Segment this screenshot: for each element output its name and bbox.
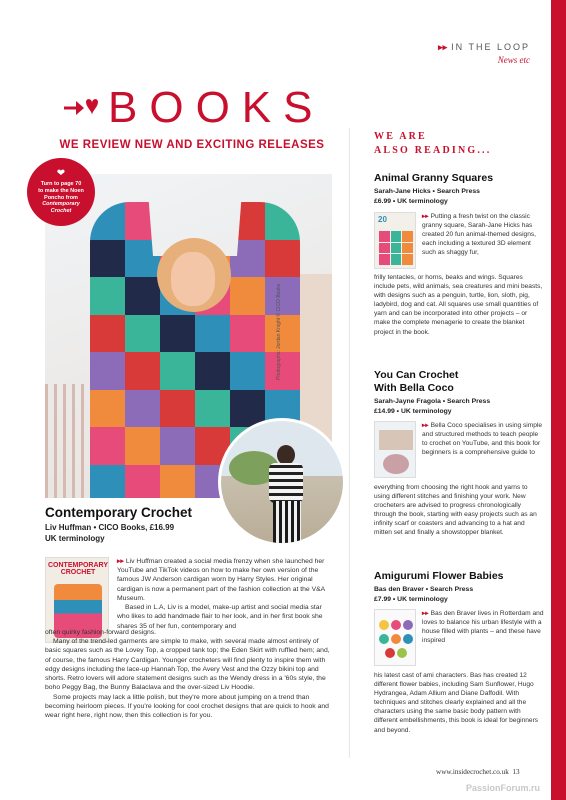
double-arrow-icon: ▸▸ (422, 213, 429, 220)
book-1-meta: Sarah-Jane Hicks • Search Press £6.99 • UK terminology (374, 188, 480, 205)
book-3-title: Amigurumi Flower Babies (374, 570, 504, 582)
page-subtitle: WE REVIEW NEW AND EXCITING RELEASES (59, 139, 325, 151)
photo-credit: Photographs: Jordan Knight © CICO Books (276, 283, 282, 380)
footer-url: www.insidecrochet.co.uk 13 (436, 768, 520, 776)
book-2-review-rest: everything from choosing the right hook and yarns to using different stitches and finishing your work. New crocheters are advised to progress chronologically through the book, starting with easy projects such as an infinity scarf or coasters and advancing to a hat and mitten set and finally a showstopper blanket. (374, 484, 537, 537)
book-3-meta: Bas den Braver • Search Press £7.99 • UK terminology (374, 586, 474, 603)
book-3-review-rest: his latest cast of ami characters. Bas has created 12 different flower babies, including Sam Sunflower, Hugo Hydrangea, Adam Allium and Diane Daffodil. With techniques and stitches clearly explained and all the characters using the same basic body pattern with different embellishments, this book is ideal for beginners and beyond. (374, 672, 539, 734)
section-label: ▸▸ IN THE LOOP (438, 42, 530, 52)
double-arrow-icon: ▸▸ (422, 610, 429, 617)
arrow-heart-icon (62, 93, 102, 123)
book-2-cover (374, 421, 416, 478)
page-edge-strip (551, 0, 566, 800)
book-2-review-top: ▸▸ Bella Coco specialises in using simple and structured methods to teach people to crochet on YouTube, and this book for beginners is a comprehensive guide to (422, 422, 543, 457)
book-2-meta: Sarah-Jayne Fragola • Search Press £14.99 • UK terminology (374, 398, 491, 415)
main-book-title: Contemporary Crochet (45, 505, 193, 520)
double-arrow-icon: ▸▸ (438, 42, 448, 52)
book-1-title: Animal Granny Squares (374, 172, 494, 184)
book-1-review-top: ▸▸ Putting a fresh twist on the classic granny square, Sarah-Jane Hicks has created 20 fun animal-themed designs, each including a textured 3D element such as shaggy fur, (422, 213, 536, 257)
section-header (438, 42, 530, 65)
main-book-meta: Liv Huffman • CICO Books, £16.99 UK terminology (45, 523, 175, 543)
also-reading-heading: WE ARE ALSO READING... (374, 131, 492, 156)
subsection-label: News etc (497, 55, 530, 65)
book-3-review-top: ▸▸ Bas den Braver lives in Rotterdam and loves to balance his urban lifestyle with a house filled with plants – and these have inspired (422, 610, 544, 645)
book-1-cover: 20 (374, 212, 416, 269)
inset-photo (218, 418, 346, 546)
book-2-title: You Can Crochet With Bella Coco (374, 369, 459, 394)
column-divider (349, 128, 350, 758)
double-arrow-icon: ▸▸ (422, 422, 429, 429)
cover-title: CONTEMPORARY CROCHET (47, 562, 109, 577)
heart-icon: ❤ (56, 167, 66, 179)
main-review-text: ▸▸ Liv Huffman created a social media frenzy when she launched her YouTube and TikTok videos on how to make her own version of the famous JW Anderson cardigan worn by Harry Styles. Her original cardigan is now a permanent part of the fashion collection at the V&A Museum. Based in L.A, Liv is a model, make-up artist and social media star who likes to add handmade flair to her look, and in her first book she shares 35 of her fun, contemporary and (117, 558, 325, 630)
books-heading: BOOKS (108, 83, 325, 132)
main-review-text-wide: often quirky fashion-forward designs. Many of the trend-led garments are simple to make, with several made almost entirely of basic squares such as the Lovey Top, a cropped tank top; the Eden Skirt with ruffled hem; and, of course, the famous Harry Cardigan. Younger crocheters will find plenty to inspire them with edgy designs including the lace-up Hannah Top, the Avery Vest and the Ozzy bikini top and shorts. Retro lovers will adore statement designs such as the Wendy dress in a '60s style, the boho Peggy Bag, the Bunny Balaclava and the over-sized Liv Hoodie. Some projects may lack a little polish, but they're more about jumping on a trend than becoming heirloom pieces. If you're looking for cool crochet designs that are quick to hook and wear right here, right now, then this collection is for you. (45, 629, 330, 720)
page-title (62, 82, 325, 134)
page-number: 13 (512, 768, 520, 776)
book-1-review-rest: frilly tentacles, or horns, beaks and wings. Squares include pets, wild animals, sea creatures and mini beasts, with designs such as a penguin, turtle, lion, sloth, pig, ladybird, dog and cat. All squares use small quantities of yarn and can be incorporated into other projects – or make the complete menagerie to create the blanket project in the book. (374, 274, 543, 336)
pattern-badge: ❤ Turn to page 70 to make the Noen Poncho from Contemporary Crochet (27, 158, 95, 226)
book-3-cover (374, 609, 416, 666)
watermark: PassionForum.ru (466, 783, 541, 793)
double-arrow-icon: ▸▸ (117, 558, 124, 565)
